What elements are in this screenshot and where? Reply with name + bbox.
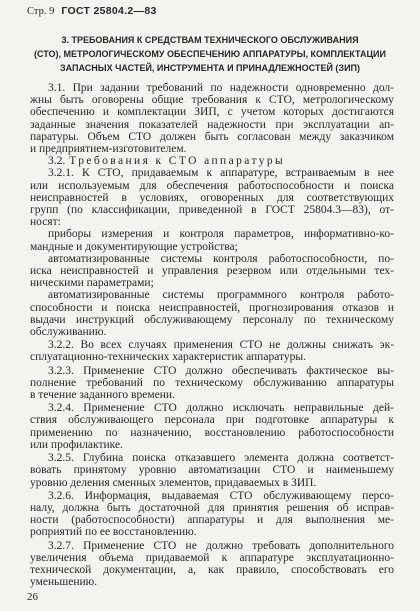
list-item-measuring-devices [30, 228, 394, 252]
text-line: или профилактике. [30, 438, 123, 451]
text-line: ствия обслуживающего персонала при подготовке аппаратуры к [30, 414, 394, 427]
paragraph-3-2-1 [30, 167, 394, 228]
text-line: обеспечению и комплектации ЗИП, с учетом которых достигаются [30, 106, 394, 119]
text-line: мандные и документирующие устройства; [30, 240, 238, 253]
subsection-number: 3.2. [48, 155, 66, 168]
text-line: увеличения объема придаваемой к аппаратуре эксплуатационно- [30, 551, 394, 564]
text-line: групп (по классификации, приведенной в ГОСТ 25804.3—83), от- [30, 204, 394, 217]
text-line: неисправностей в условиях, оговоренных для соответствующих [30, 191, 394, 204]
page-number: 26 [27, 591, 38, 603]
page-header [27, 5, 157, 18]
text-line: вовать принятому уровню автоматизации СТО и наименьшему [30, 464, 394, 477]
section-heading-line: (СТО), МЕТРОЛОГИЧЕСКОМУ ОБЕСПЕЧЕНИЮ АППАРАТУРЫ, КОМПЛЕКТАЦИИ [34, 49, 386, 59]
subsection-title: Требования к СТО аппаратуры [69, 155, 286, 168]
text-line: 3.2.6. Информация, выдаваемая СТО обслуживающему персо- [48, 489, 394, 502]
text-line: применению по назначению, восстановлению работоспособности [30, 426, 394, 439]
text-line: роприятий по ее восстановлению. [30, 526, 197, 539]
text-line: или используемым для обеспечения работоспособности и поиска [30, 179, 394, 192]
text-line: сплуатационно-технических характеристик аппаратуры. [30, 351, 306, 364]
text-line: ности (работоспособности) аппаратуры и для выполнения ме- [30, 514, 394, 527]
text-line: технической документации, а, как правило, способствовать его [30, 563, 394, 576]
section-heading-line: 3. ТРЕБОВАНИЯ К СРЕДСТВАМ ТЕХНИЧЕСКОГО ОБСЛУЖИВАНИЯ [61, 35, 359, 45]
text-line: автоматизированные системы контроля работоспособности, по- [48, 252, 394, 265]
text-line: обслуживанию. [30, 326, 107, 339]
paragraph-3-2-4 [30, 402, 394, 451]
paragraph-3-2-5 [30, 452, 394, 489]
section-heading [24, 33, 396, 75]
text-line: заданные значения показателей надежности при эксплуатации ап- [30, 118, 394, 131]
text-line: полнение требований по техническому обслуживанию аппаратуры [30, 376, 394, 389]
subsection-heading-3-2 [30, 155, 394, 167]
text-line: ническими параметрами; [30, 277, 154, 290]
text-line: автоматизированные системы программного контроля работо- [48, 289, 394, 302]
text-line: 3.2.7. Применение СТО не должно требовать дополнительного [48, 539, 394, 552]
standard-number: ГОСТ 25804.2—83 [61, 5, 157, 17]
text-line: 3.2.5. Глубина поиска отказавшего элемента должна соответст- [48, 452, 394, 465]
text-line: 3.1. При задании требований по надежности одновременно дол- [48, 82, 394, 94]
text-line: иска неисправностей и управления резервом или отдельными тех- [30, 265, 394, 278]
text-line: 3.2.4. Применение СТО должно исключать неправильные дей- [48, 402, 394, 415]
text-line: приборы измерения и контроля параметров, информативно-ко- [48, 228, 394, 241]
page-label: Стр. 9 [27, 6, 55, 17]
body-text [30, 82, 394, 588]
list-item-program-control-systems [30, 289, 394, 338]
text-line: и предприятием-изготовителем. [30, 143, 187, 156]
text-line: уменьшению. [30, 576, 98, 589]
text-line: жны быть оговорены общие требования к СТО, метрологическому [30, 94, 394, 107]
text-line: 3.2.2. Во всех случаях применения СТО не должны снижать эк- [48, 339, 394, 352]
paragraph-3-2-7 [30, 540, 394, 589]
text-line: налу, должна быть достаточной для принятия решения об исправ- [30, 501, 394, 514]
text-line: выдачи инструкций обслуживающему персоналу по техническому [30, 313, 394, 326]
text-line: способности и поиска неисправностей, прогнозирования отказов и [30, 301, 394, 314]
section-heading-line: ЗАПАСНЫХ ЧАСТЕЙ, ИНСТРУМЕНТА И ПРИНАДЛЕЖНОСТЕЙ (ЗИП) [60, 63, 360, 73]
text-line: паратуры. Объем СТО должен быть согласован между заказчиком [30, 130, 394, 143]
paragraph-3-2-6 [30, 490, 394, 539]
text-line: 3.2.3. Применение СТО должно обеспечивать фактическое вы- [48, 364, 394, 377]
text-line: носят: [30, 216, 61, 229]
paragraph-3-2-2 [30, 339, 394, 363]
text-line: в течение заданного времени. [30, 389, 175, 402]
text-line: уровню деления сменных элементов, придаваемых в ЗИП. [30, 476, 317, 489]
list-item-automated-control-systems [30, 253, 394, 290]
text-line: 3.2.1. К СТО, придаваемым к аппаратуре, встраиваемым в нее [48, 167, 394, 180]
paragraph-3-2-3 [30, 365, 394, 402]
paragraph-3-1 [30, 82, 394, 155]
